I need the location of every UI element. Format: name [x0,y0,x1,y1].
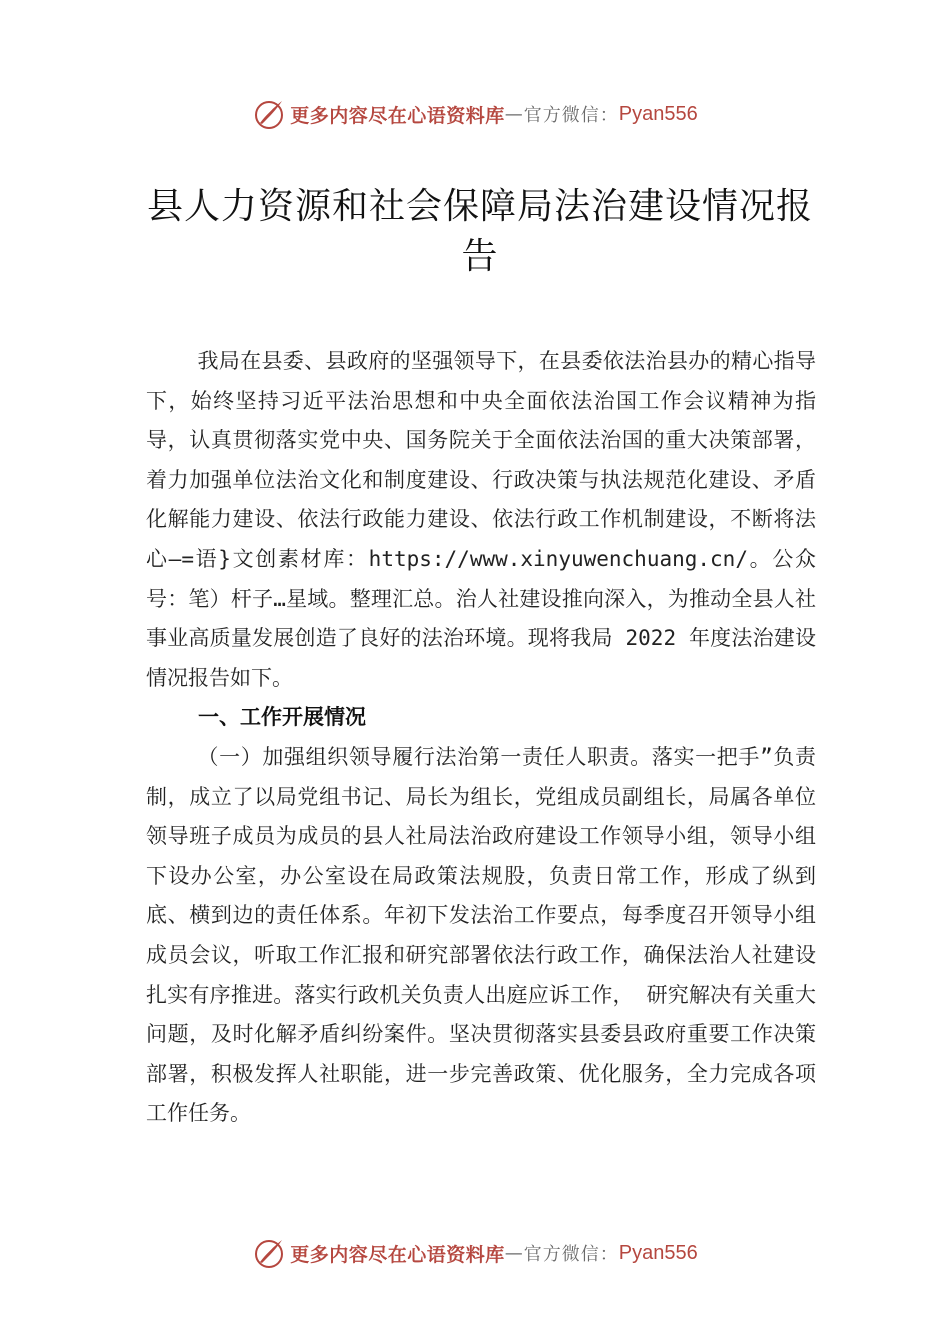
document-title: 县人力资源和社会保障局法治建设情况报告 [146,186,813,277]
banner-wechat-id: Pyan556 [618,1241,698,1264]
banner-wechat-id: Pyan556 [618,102,698,125]
banner-slogan: 更多内容尽在心语资料库 [290,1243,505,1266]
banner-dash: — [504,103,524,125]
document-body [146,342,816,1134]
banner-slogan: 更多内容尽在心语资料库 [290,104,505,127]
header-banner [0,94,950,134]
quill-logo-icon [252,1236,286,1270]
banner-wechat-label: 官方微信： [523,1244,619,1265]
footer-banner [0,1233,950,1273]
section-heading: 一、工作开展情况 [198,705,366,730]
banner-dash: — [504,1242,524,1264]
section-paragraph: （一）加强组织领导履行法治第一责任人职责。落实一把手”负责制，成立了以局党组书记、局长为组长，党组成员副组长，局属各单位领导班子成员为成员的县人社局法治政府建设工作领导小组，领导小组下设办公室，办公室设在局政策法规股，负责日常工作，形成了纵到底、横到边的责任体系。年初下发法治工作要点，每季度召开领导小组成员会议，听取工作汇报和研究部署依法行政工作，确保法治人社建设扎实有序推进。落实行政机关负责人出庭应诉工作， 研究解决有关重大问题，及时化解矛盾纠纷案件。坚决贯彻落实县委县政府重要工作决策部署，积极发挥人社职能，进一步完善政策、优化服务，全力完成各项工作任务。 [146,744,816,1126]
quill-logo-icon [252,97,286,131]
intro-paragraph: 我局在县委、县政府的坚强领导下，在县委依法治县办的精心指导下，始终坚持习近平法治思想和中央全面依法治国工作会议精神为指导，认真贯彻落实党中央、国务院关于全面依法治国的重大决策部署，着力加强单位法治文化和制度建设、行政决策与执法规范化建设、矛盾化解能力建设、依法行政能力建设、依法行政工作机制建设，不断将法心—=语}文创素材库：https://www.xinyuwenchuang.cn/。公众号：笔）杆子…星域。整理汇总。治人社建设推向深入，为推动全县人社事业高质量发展创造了良好的法治环境。现将我局 2022 年度法治建设情况报告如下。 [146,349,816,690]
banner-wechat-label: 官方微信： [523,105,619,126]
